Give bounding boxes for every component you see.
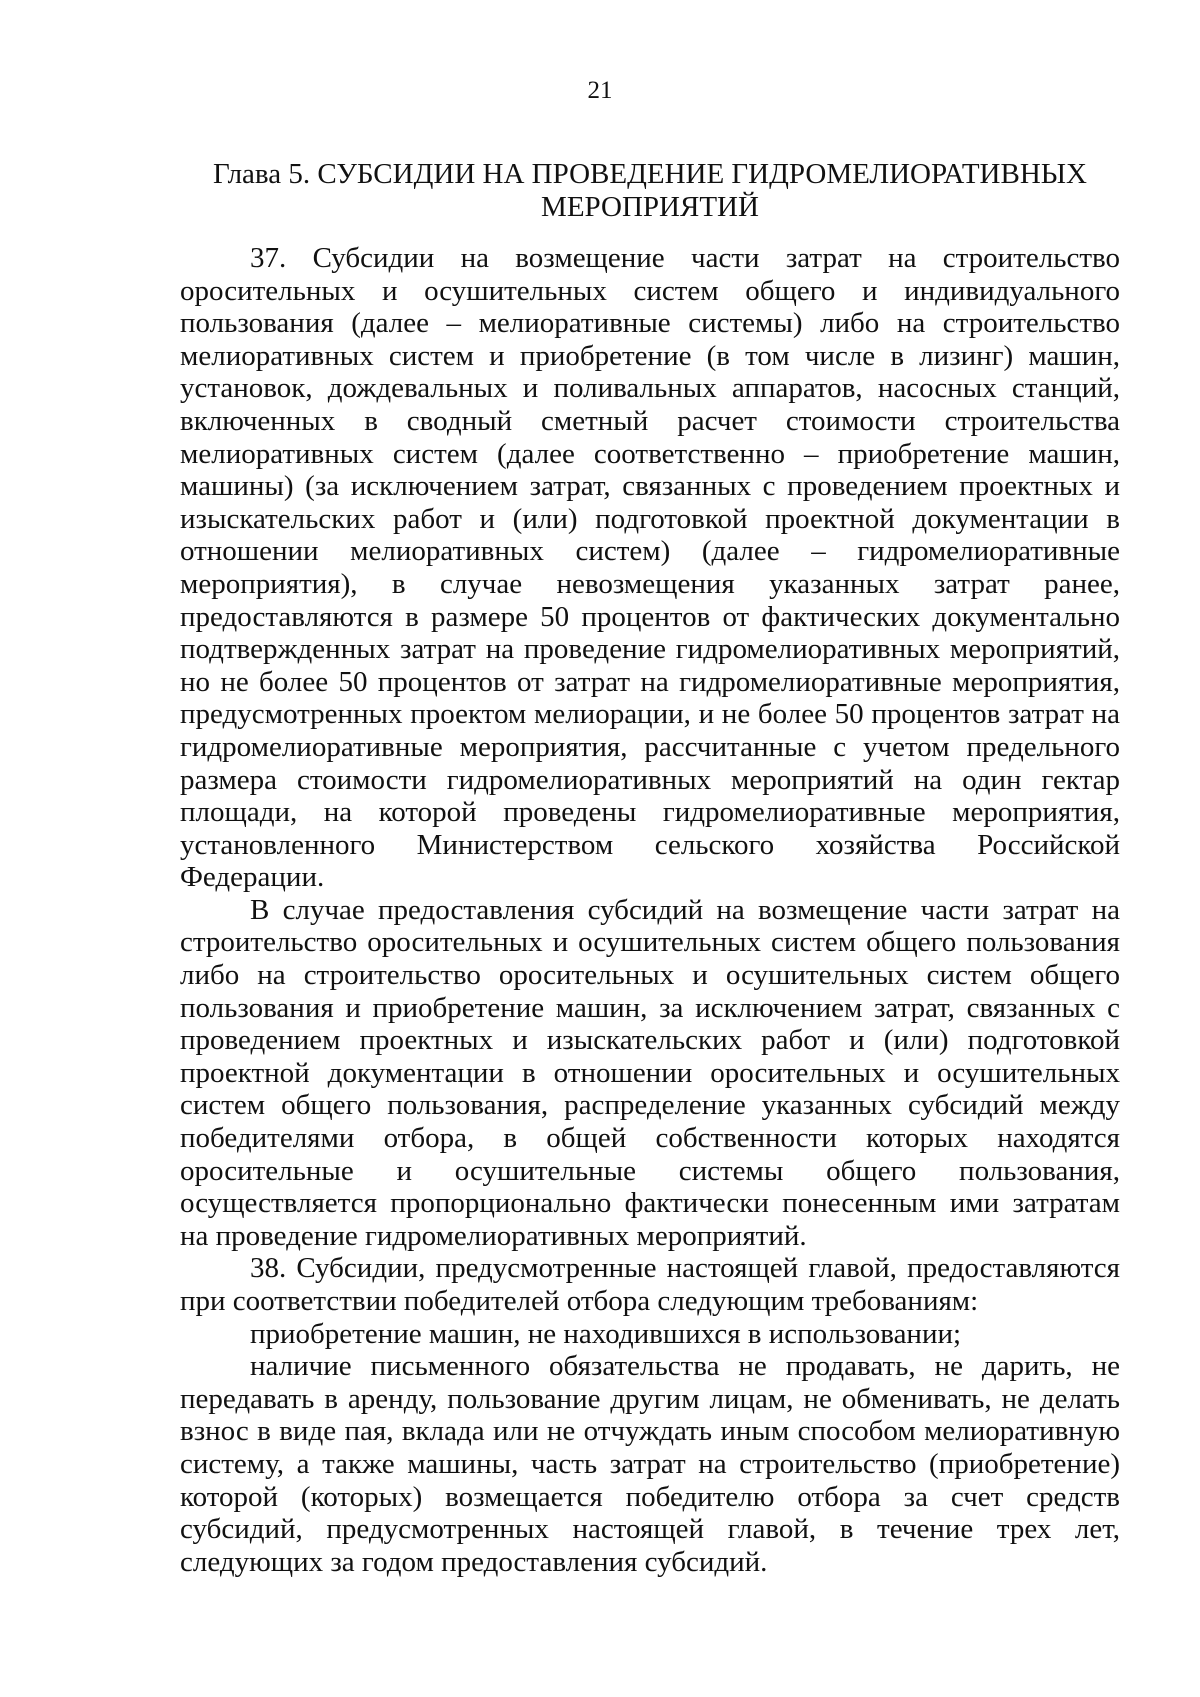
paragraph-37: 37. Субсидии на возмещение части затрат на строительство оросительных и осушительных систем общего и индивидуального пользования (далее – мелиоративные системы) либо на строительство мелиоративных систем и приобретение (в том числе в лизинг) машин, установок, дождевальных и поливальных аппаратов, насосных станций, включенных в сводный сметный расчет стоимости строительства мелиоративных систем (далее соответственно – приобретение машин, машины) (за исключением затрат, связанных с проведением проектных и изыскательских работ и (или) подготовкой проектной документации в отношении мелиоративных систем) (далее – гидромелиоративные мероприятия), в случае невозмещения указанных затрат ранее, предоставляются в размере 50 процентов от фактических документально подтвержденных затрат на проведение гидромелиоративных мероприятий, но не более 50 процентов от затрат на гидромелиоративные мероприятия, предусмотренных проектом мелиорации, и не более 50 процентов затрат на гидромелиоративные мероприятия, рассчитанные с учетом предельного размера стоимости гидромелиоративных мероприятий на один гектар площади, на которой проведены гидромелиоративные мероприятия, установленного Министерством сельского хозяйства Российской Федерации. xyxy=(180,242,1120,894)
chapter-title-line-1: Глава 5. СУБСИДИИ НА ПРОВЕДЕНИЕ ГИДРОМЕЛИОРАТИВНЫХ xyxy=(213,158,1087,190)
chapter-title xyxy=(180,158,1120,224)
paragraph-37-distribution: В случае предоставления субсидий на возмещение части затрат на строительство оросительных и осушительных систем общего пользования либо на строительство оросительных и осушительных систем общего пользования и приобретение машин, за исключением затрат, связанных с проведением проектных и изыскательских работ и (или) подготовкой проектной документации в отношении оросительных и осушительных систем общего пользования, распределение указанных субсидий между победителями отбора, в общей собственности которых находятся оросительные и осушительные системы общего пользования, осуществляется пропорционально фактически понесенным ими затратам на проведение гидромелиоративных мероприятий. xyxy=(180,893,1120,1252)
requirement-new-machines: приобретение машин, не находившихся в использовании; xyxy=(250,1317,962,1350)
body-text xyxy=(180,242,1120,1578)
chapter-title-line-2: МЕРОПРИЯТИЙ xyxy=(541,191,759,223)
paragraph-38: 38. Субсидии, предусмотренные настоящей главой, предоставляются при соответствии победителей отбора следующим требованиям: xyxy=(180,1252,1120,1317)
page-number: 21 xyxy=(587,77,613,104)
requirement-written-obligation: наличие письменного обязательства не продавать, не дарить, не передавать в аренду, пользование другим лицам, не обменивать, не делать взнос в виде пая, вклада или не отчуждать иным способом мелиоративную систему, а также машины, часть затрат на строительство (приобретение) которой (которых) возмещается победителю отбора за счет средств субсидий, предусмотренных настоящей главой, в течение трех лет, следующих за годом предоставления субсидий. xyxy=(180,1350,1120,1578)
